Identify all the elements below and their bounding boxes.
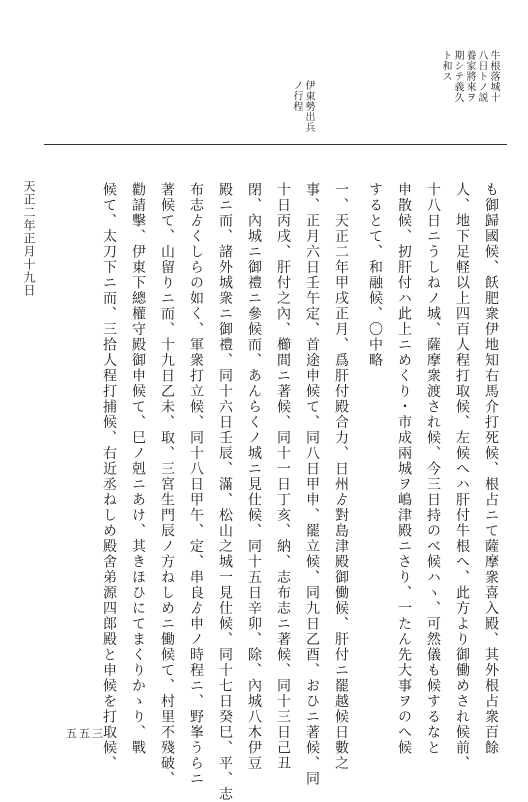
text-column-4: 申散候、扨肝付ハ此上ニめくり・市成兩城ヲ嶋津殿ニさり、一たん先大事ヲのへ候 (396, 182, 412, 756)
page-number: 五五三 (66, 727, 105, 740)
headnote2-col-2: ノ行程 (291, 80, 302, 112)
headnote-col-3: 養家將來ヲ (464, 50, 475, 103)
headnote-col-2: 八日トノ説 (476, 50, 487, 103)
text-column-11: 布志ゟくしらの如く、軍衆打立候、同十八日甲午、定、串良ゟ申ノ時程ニ、野峯うらニ (188, 182, 204, 787)
text-column-6: 一、天正二年甲戌正月、爲肝付殿合力、日州ゟ對島津殿御働候、肝付ニ罷越候日數之 (333, 182, 349, 771)
text-column-1: も御歸國候、飫肥衆伊地知右馬介打死候、根占ニて薩摩衆喜入殿、其外根占衆百餘 (483, 182, 499, 756)
text-column-14: 候て、太刀下ニ而、三拾人程打捕候、右近丞ねしめ殿舍弟源四郎殿と申候を打取候、 (101, 182, 117, 771)
header-rule (44, 144, 507, 145)
text-column-2: 人、地下足軽以上四百人程打取候、左候へハ肝付牛根へ、此方より御働めされ候前、 (454, 182, 470, 771)
text-column-5: するとて、和融候、〇中略 (367, 182, 383, 368)
running-date: 天正二年正月十九日 (22, 180, 36, 297)
text-column-7: 事、正月六日壬午定、首途申候て、同八日甲申、罷立候、同九日乙酉、おひニ著候、同 (304, 182, 320, 787)
text-column-3: 十八日ニうしねノ城、薩摩衆渡され候、今三日持のべ候ハヽ、可然儀も候するなと (425, 182, 441, 756)
headnote-col-4: 期シテ義久 (452, 50, 463, 103)
text-column-13: 勸請擊、伊東下總權守殿御申候て、巳ノ剋ニあけ、其きほひにてまくりかゝり、戰 (130, 182, 146, 756)
headnote2-col-1: 伊東勢出兵 (303, 80, 314, 133)
text-column-8: 十日丙戌、肝付之內、櫛間ニ著候、同十一日丁亥、納、志布志ニ著候、同十三日己丑 (275, 182, 291, 771)
headnote-col-5: ト和ス (440, 50, 451, 82)
text-column-9: 閉、內城ニ御禮ニ參候而、あんらくノ城ニ見仕候、同十五日辛卯、除、內城八木伊豆 (246, 182, 262, 771)
headnote-col-1: 牛根落城十 (488, 50, 499, 103)
text-column-10: 殿ニ而、諸外城衆ニ御禮、同十六日壬辰、滿、松山之城一見仕候、同十七日癸巳、平、志 (217, 182, 233, 802)
text-column-12: 著候て、山留りニ而、十九日乙未、取、三宮生門辰ノ方ねしめニ働候て、村里不殘破、 (159, 182, 175, 787)
